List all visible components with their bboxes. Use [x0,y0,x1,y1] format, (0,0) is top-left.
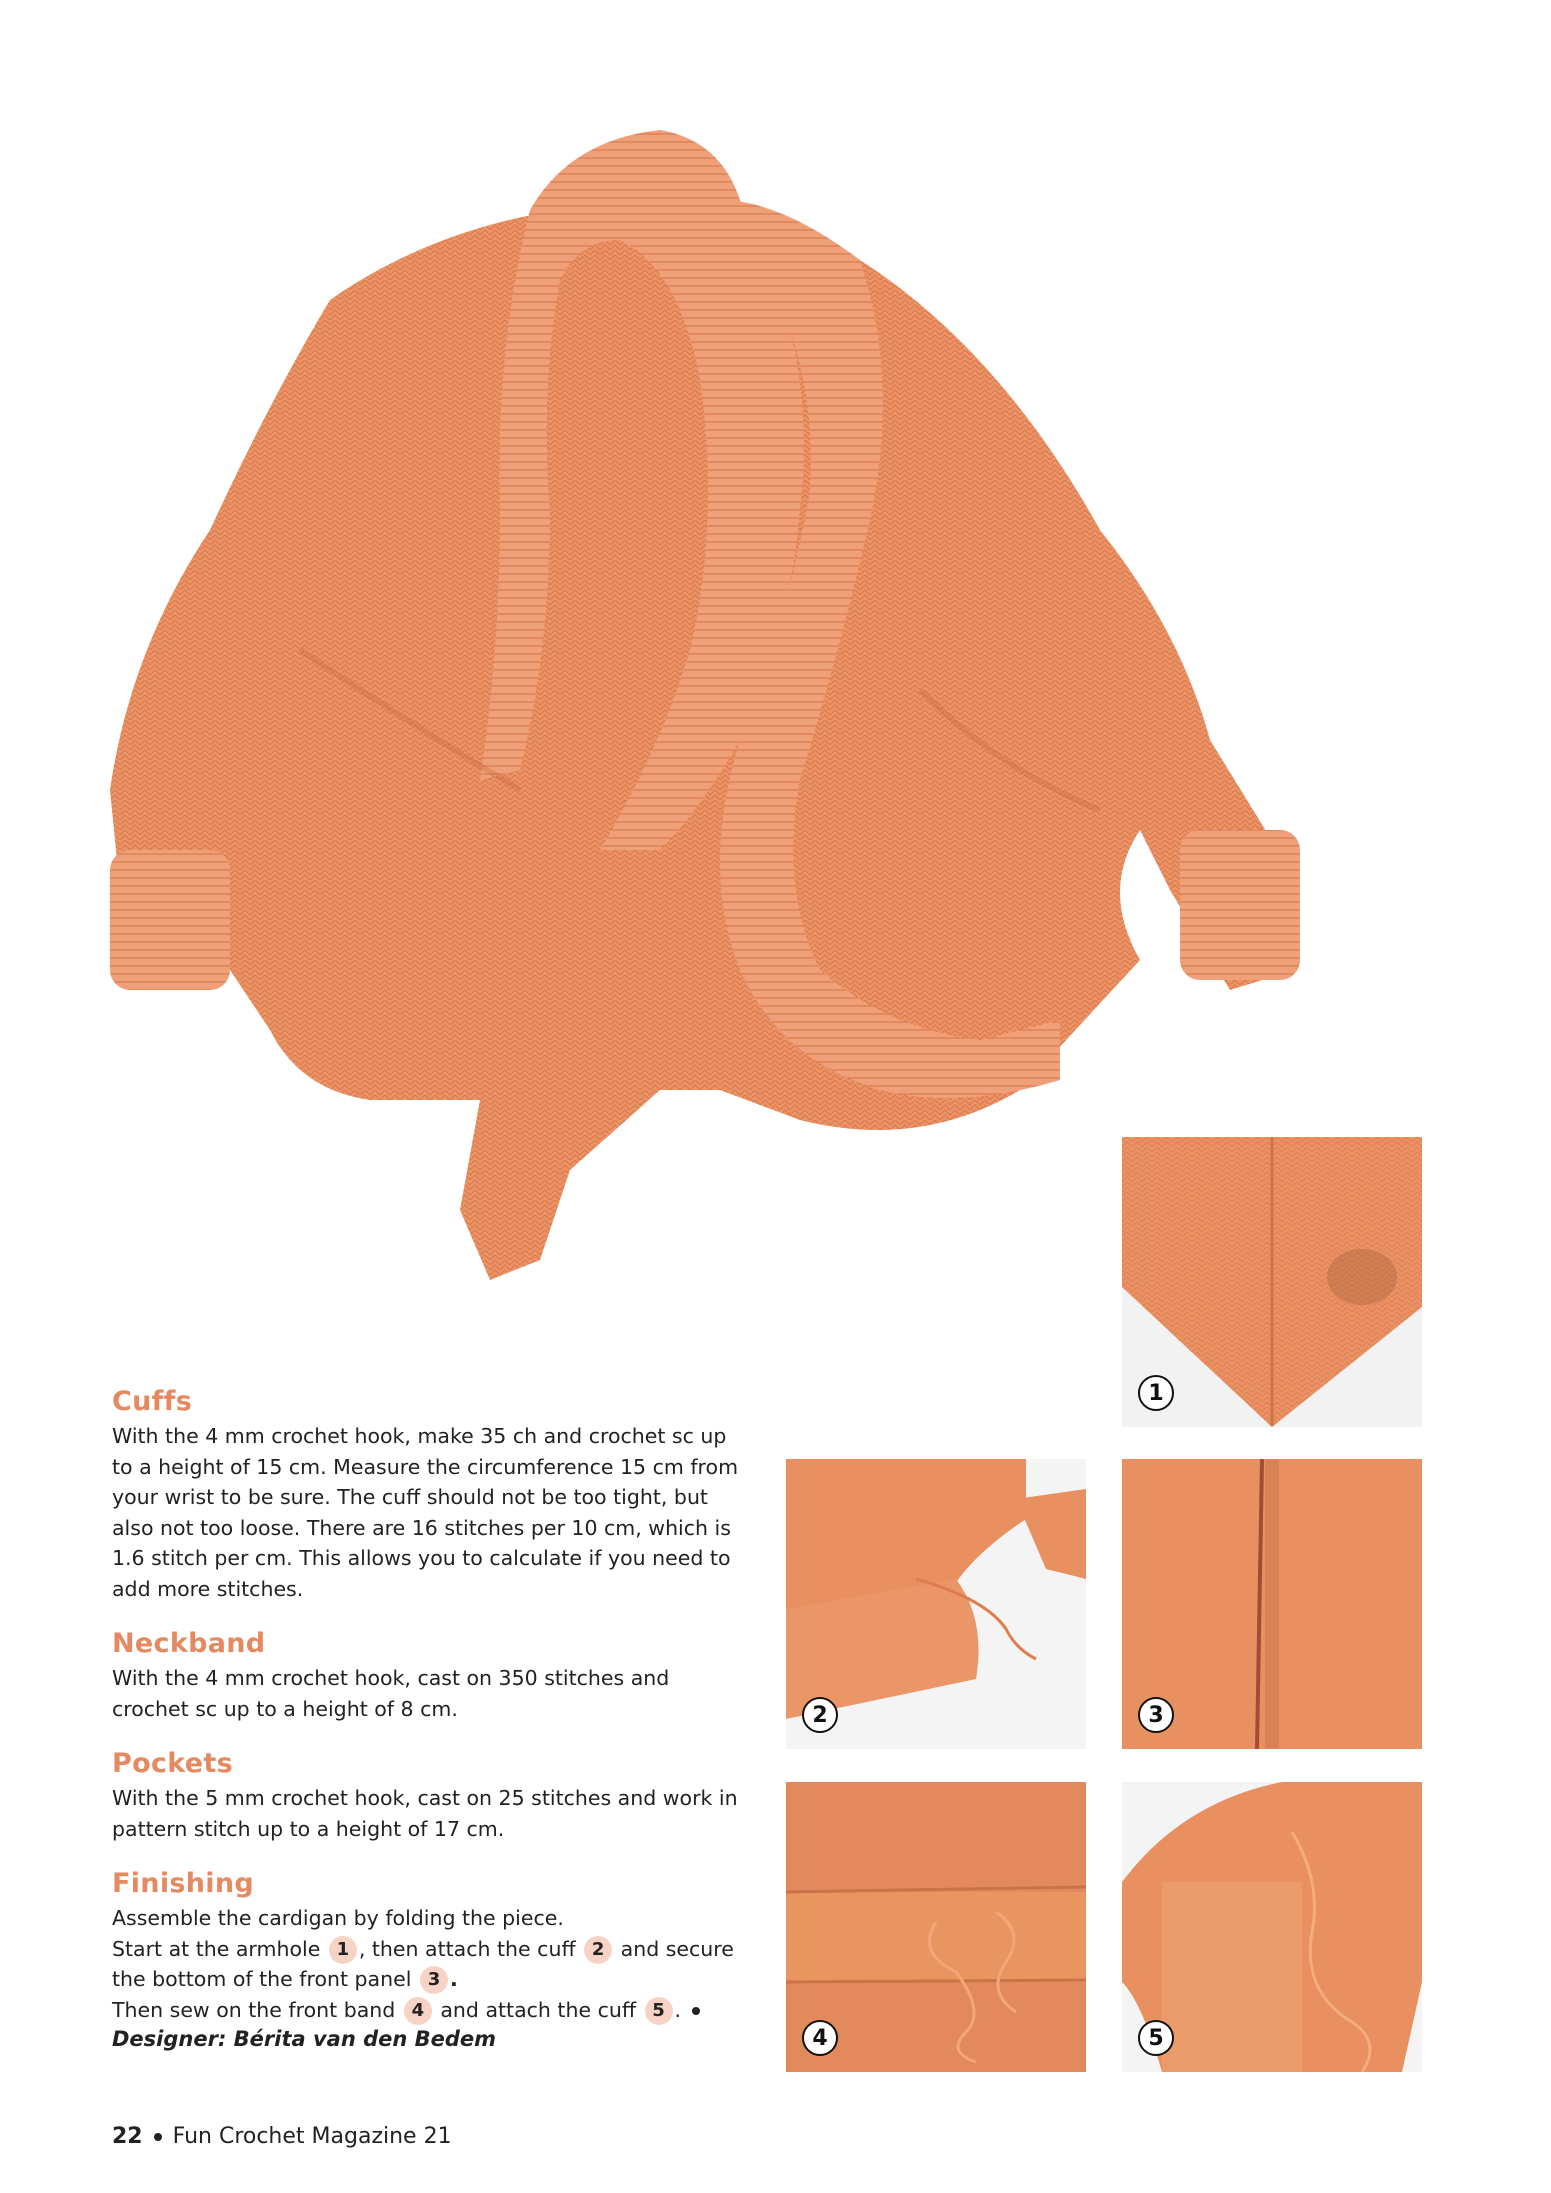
cuffs-text: With the 4 mm crochet hook, make 35 ch and crochet sc up to a height of 15 cm. Measure the circumference 15 cm from your wrist to be sure. The cuff should not be too tight, but also not too loose. There are 16 stitches per 10 cm, which is 1.6 stitch per cm. This allows you to calculate if you need to add more stitches. [112,1424,739,1601]
detail-photo-4 [786,1782,1086,2072]
photo-number-badge: 1 [1138,1375,1174,1411]
step-reference-2: 2 [584,1936,612,1964]
finishing-line-2b: , then attach the cuff [358,1936,576,1961]
detail-photo-1 [1122,1137,1422,1427]
detail-photo-5 [1122,1782,1422,2072]
neckband-text: With the 4 mm crochet hook, cast on 350 stitches and crochet sc up to a height of 8 cm. [112,1666,670,1721]
finishing-line-1: Assemble the cardigan by folding the piece. [112,1906,564,1930]
finishing-text [112,1903,742,2025]
magazine-title: Fun Crochet Magazine 21 [172,2124,452,2149]
finishing-line-2d: . [449,1967,458,1991]
page-footer [112,2124,452,2149]
detail-photo-2 [786,1459,1086,1749]
photo-number-badge: 4 [802,2020,838,2056]
step-reference-1: 1 [329,1936,357,1964]
page-number: 22 [112,2124,143,2149]
finishing-line-3c: . [674,1997,682,2022]
detail-photo-3 [1122,1459,1422,1749]
neckband-heading: Neckband [112,1628,266,1659]
finishing-line-2c: and secure the bottom of the front panel [112,1936,734,1991]
step-reference-4: 4 [404,1997,432,2025]
step-reference-5: 5 [645,1997,673,2025]
end-bullet [692,2007,700,2015]
step-reference-3: 3 [420,1966,448,1994]
pockets-heading: Pockets [112,1748,233,1779]
instructions-column [112,1386,742,2051]
finishing-heading: Finishing [112,1868,254,1899]
finishing-line-3b: and attach the cuff [440,1997,636,2022]
pockets-text: With the 5 mm crochet hook, cast on 25 stitches and work in pattern stitch up to a height of 17 cm. [112,1786,738,1841]
finishing-line-2a: Start at the armhole [112,1936,321,1961]
photo-number-badge: 2 [802,1697,838,1733]
cuffs-heading: Cuffs [112,1386,193,1417]
footer-bullet [154,2133,162,2141]
photo-number-badge: 3 [1138,1697,1174,1733]
designer-credit: Designer: Bérita van den Bedem [112,2027,497,2051]
finishing-line-3a: Then sew on the front band [112,1997,396,2022]
photo-number-badge: 5 [1138,2020,1174,2056]
